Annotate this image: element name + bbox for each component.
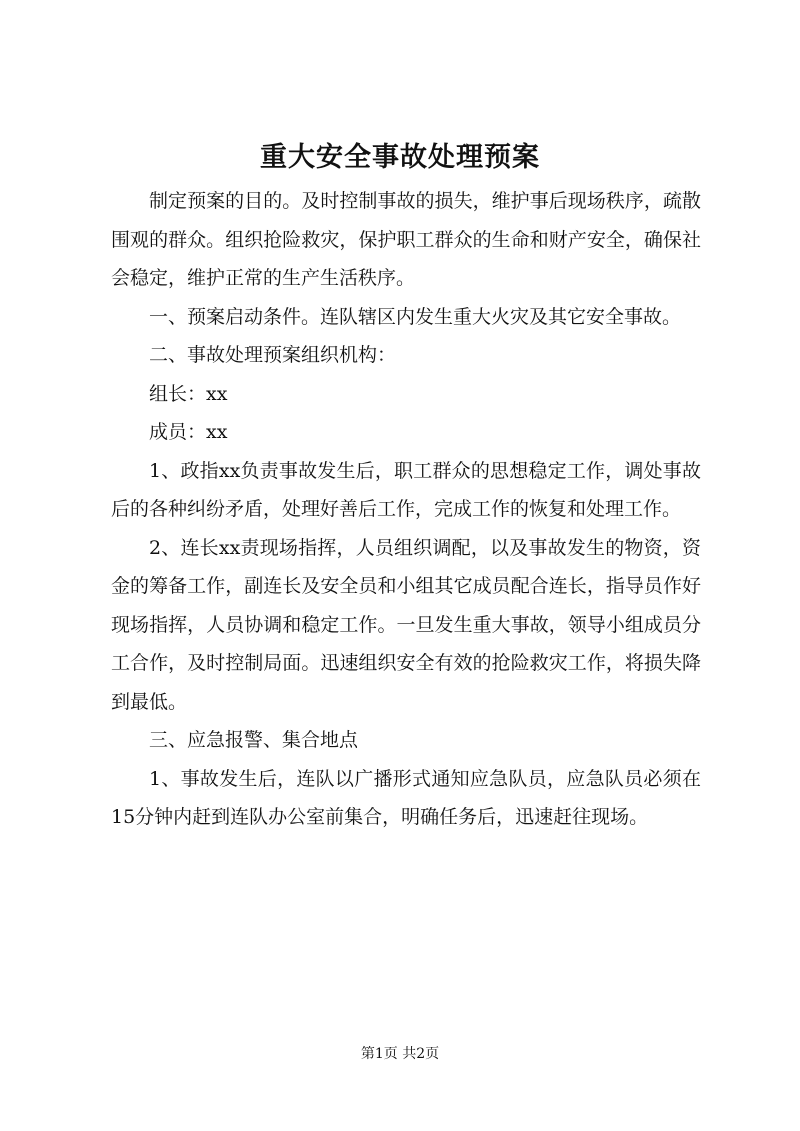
paragraph-purpose: 制定预案的目的。及时控制事故的损失，维护事后现场秩序，疏散围观的群众。组织抢险救灾，保护职工群众的生命和财产安全，确保社会稳定，维护正常的生产生活秩序。 xyxy=(111,190,701,289)
paragraph-start-conditions: 一、预案启动条件。连队辖区内发生重大火灾及其它安全事故。 xyxy=(149,305,682,328)
paragraph-assembly-procedure: 1、事故发生后，连队以广播形式通知应急队员，应急队员必须在15分钟内赶到连队办公室前集合，明确任务后，迅速赶往现场。 xyxy=(111,767,701,828)
paragraph-members: 成员：xx xyxy=(149,421,228,443)
page-number-footer: 第1页 共2页 xyxy=(360,1046,440,1062)
document-title: 重大安全事故处理预案 xyxy=(260,142,540,173)
paragraph-company-commander-duty: 2、连长xx责现场指挥，人员组织调配，以及事故发生的物资，资金的筹备工作，副连长及安全员和小组其它成员配合连长，指导员作好现场指挥，人员协调和稳定工作。一旦发生重大事故，领导小组成员分工合作，及时控制局面。迅速组织安全有效的抢险救灾工作，将损失降到最低。 xyxy=(111,536,701,713)
document-body xyxy=(111,182,701,837)
paragraph-team-leader: 组长：xx xyxy=(149,382,228,405)
paragraph-alarm-assembly-heading: 三、应急报警、集合地点 xyxy=(149,729,359,751)
paragraph-organization-heading: 二、事故处理预案组织机构： xyxy=(149,344,397,366)
paragraph-political-instructor-duty: 1、政指xx负责事故发生后，职工群众的思想稳定工作，调处事故后的各种纠纷矛盾，处理好善后工作，完成工作的恢复和处理工作。 xyxy=(111,459,701,520)
